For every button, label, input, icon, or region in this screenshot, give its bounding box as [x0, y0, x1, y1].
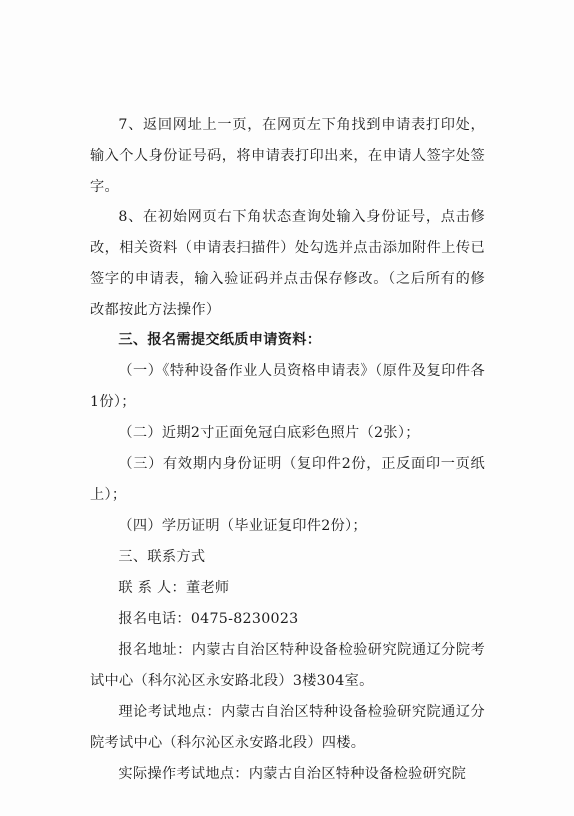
paragraph-step-7: 7、返回网址上一页，在网页左下角找到申请表打印处，输入个人身份证号码，将申请表打印出来，在申请人签字处签字。 [90, 117, 485, 195]
contact-person: 联 系 人：董老师 [118, 580, 230, 596]
materials-item-4: （四）学历证明（毕业证复印件2份）； [118, 518, 367, 534]
section-heading-contact: 三、联系方式 [118, 549, 206, 565]
paragraph-step-8: 8、在初始网页右下角状态查询处输入身份证号，点击修改，相关资料（申请表扫描件）处勾选并点击添加附件上传已签字的申请表，输入验证码并点击保存修改。（之后所有的修改都按此方法操作） [90, 209, 485, 318]
materials-item-2: （二）近期2寸正面免冠白底彩色照片（2张）； [118, 425, 420, 441]
section-heading-materials: 三、报名需提交纸质申请资料： [118, 332, 322, 348]
materials-item-1: （一）《特种设备作业人员资格申请表》（原件及复印件各1份）； [90, 363, 485, 410]
contact-phone: 报名电话：0475-8230023 [118, 611, 299, 627]
practical-exam-location: 实际操作考试地点：内蒙古自治区特种设备检验研究院 [118, 766, 467, 782]
theory-exam-location: 理论考试地点：内蒙古自治区特种设备检验研究院通辽分院考试中心（科尔沁区永安路北段）四楼。 [90, 704, 485, 751]
registration-address: 报名地址：内蒙古自治区特种设备检验研究院通辽分院考试中心（科尔沁区永安路北段）3楼304室。 [90, 642, 485, 689]
materials-item-3: （三）有效期内身份证明（复印件2份，正反面印一页纸上）； [90, 456, 485, 503]
